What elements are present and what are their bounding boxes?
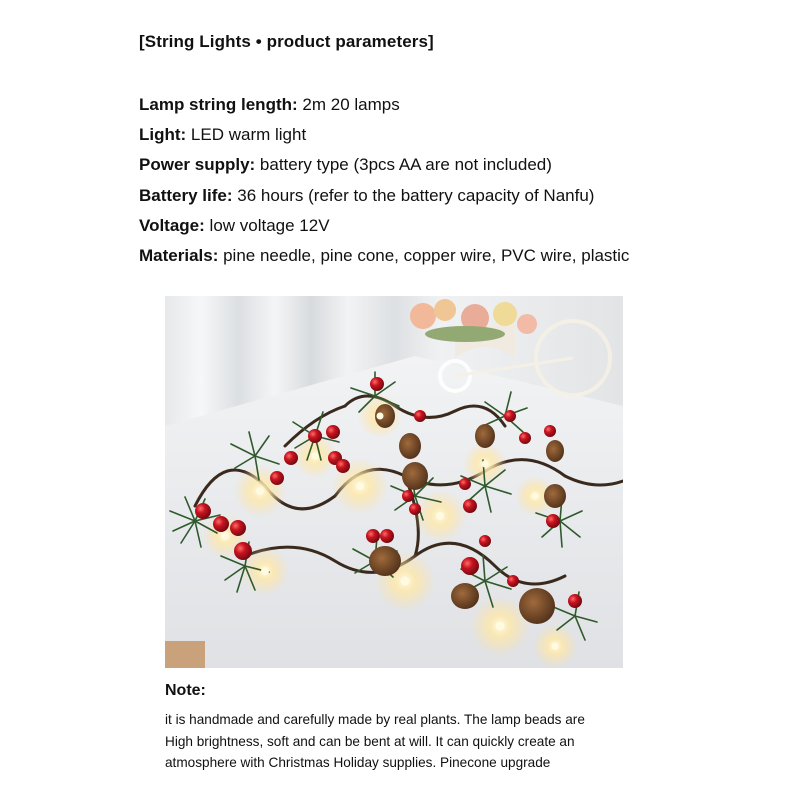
param-light bbox=[139, 120, 629, 150]
param-label: Light: bbox=[139, 125, 187, 145]
param-label: Battery life: bbox=[139, 185, 233, 205]
param-materials bbox=[139, 241, 629, 271]
note-line: High brightness, soft and can be bent at will. It can quickly create an bbox=[165, 733, 575, 749]
parameter-list bbox=[139, 90, 629, 271]
page-title: [String Lights • product parameters] bbox=[139, 32, 434, 51]
note-line: it is handmade and carefully made by real plants. The lamp beads are bbox=[165, 712, 585, 727]
param-value: 2m 20 lamps bbox=[297, 95, 400, 114]
param-label: Power supply: bbox=[139, 155, 256, 175]
param-voltage bbox=[139, 211, 629, 241]
note-line: atmosphere with Christmas Holiday supplies. Pinecone upgrade bbox=[165, 755, 551, 770]
param-value: battery type (3pcs AA are not included) bbox=[255, 155, 552, 175]
note-body bbox=[165, 709, 645, 774]
param-value: 36 hours (refer to the battery capacity of Nanfu) bbox=[232, 185, 595, 205]
param-battery bbox=[139, 181, 629, 211]
note-title: Note: bbox=[165, 682, 206, 699]
param-length bbox=[139, 90, 629, 120]
param-label: Lamp string length: bbox=[139, 95, 298, 114]
param-label: Voltage: bbox=[139, 215, 205, 235]
param-power bbox=[139, 150, 629, 180]
param-value: pine needle, pine cone, copper wire, PVC wire, plastic bbox=[218, 246, 630, 266]
param-value: LED warm light bbox=[186, 125, 307, 145]
param-label: Materials: bbox=[139, 246, 219, 266]
param-value: low voltage 12V bbox=[204, 215, 330, 235]
product-photo bbox=[165, 296, 623, 668]
